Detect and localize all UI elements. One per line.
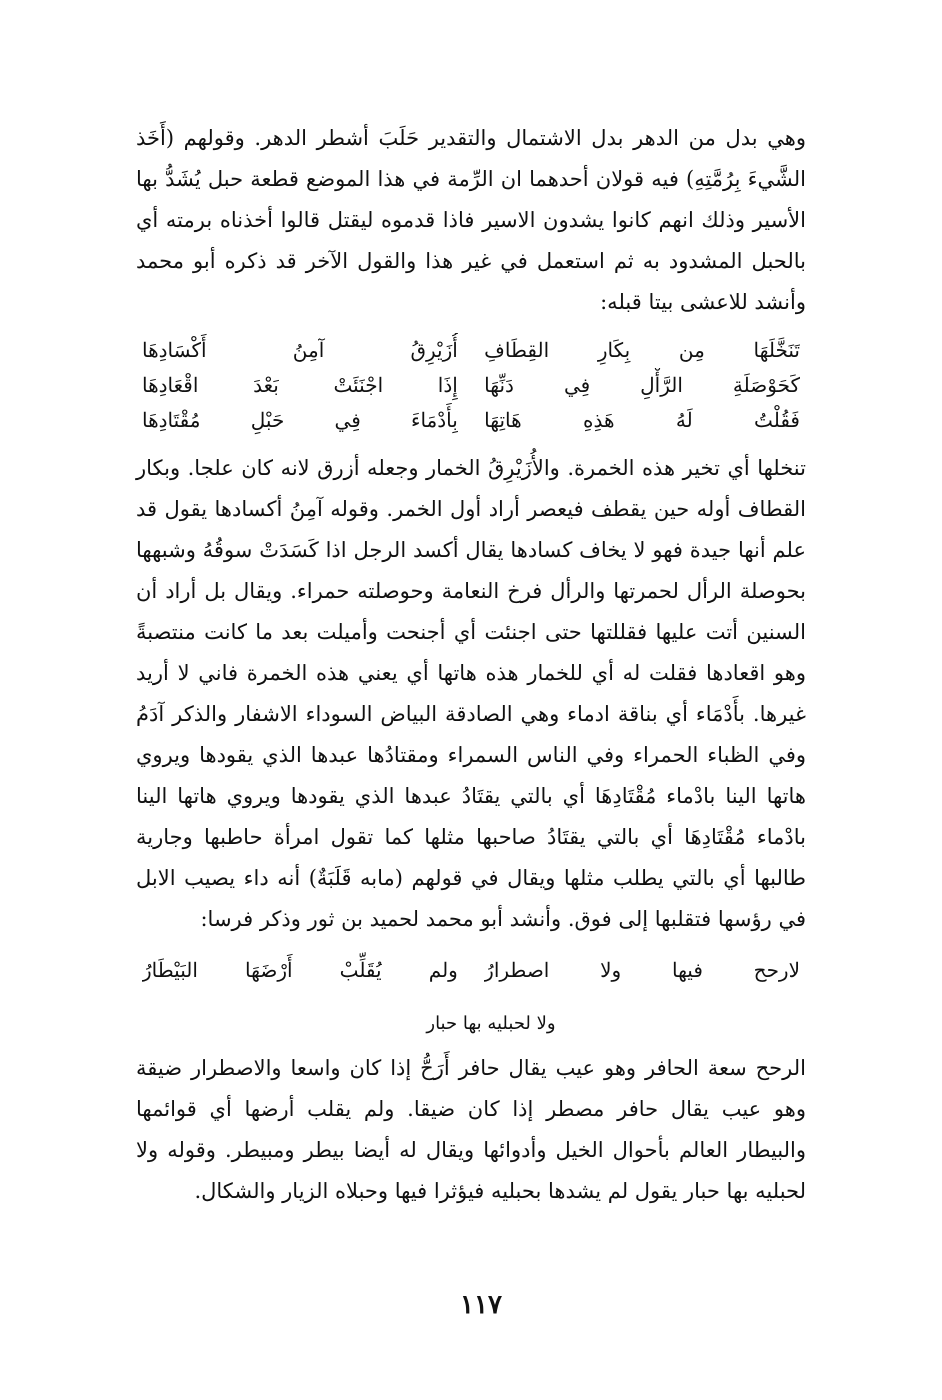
verse-block-1 — [136, 333, 806, 438]
verse-second-hemistich: أُزَيْرِقُ آمِنُ أَكْسَادِهَا — [142, 338, 458, 362]
verse-second-hemistich: ولم يُقَلِّبْ أَرْضَهَا البَيْطَارُ — [142, 958, 458, 982]
verse-line-1 — [142, 333, 800, 368]
verse-block-2 — [136, 948, 806, 992]
verse-first-hemistich: لارحح فيها ولا اصطرارُ — [484, 958, 800, 982]
verse-second-hemistich: إِذَا اجْنَئَتْ بَعْدَ اقْعَادِهَا — [142, 373, 458, 397]
verse-first-hemistich: تَنَخَّلَهَا مِن بِكَارِ القِطَافِ — [484, 338, 800, 362]
verse-continuation-line: ولا لحبليه بها حبار — [426, 1013, 556, 1034]
book-page — [136, 118, 806, 1212]
verse-line-3 — [142, 403, 800, 438]
verse-first-hemistich: فَقُلْتُ لَهُ هَذِهِ هَاتِهَا — [484, 408, 800, 432]
verse-line-2 — [142, 368, 800, 403]
verse-line-1 — [142, 948, 800, 992]
paragraph-1: وهي بدل من الدهر بدل الاشتمال والتقدير حَلَبَ أشطر الدهر. وقولهم (أَخَذ الشَّيءَ بِرُمَّتِهِ) فيه قولان أحدهما ان الرِّمة في هذا الموضع قطعة حبل يُشَدُّ بها الأسير وذلك انهم كانوا يشدون الاسير فاذا قدموه ليقتل قالوا أخذناه برمته أي بالحبل المشدود به ثم استعمل في غير هذا والقول الآخر قد ذكره أبو محمد وأنشد للاعشى بيتا قبله: — [136, 126, 806, 314]
verse-second-hemistich: بِأَدْمَاءَ فِي حَبْلِ مُقْتَادِهَا — [142, 408, 458, 432]
page-number: ١١٧ — [460, 1290, 502, 1320]
paragraph-2: تنخلها أي تخير هذه الخمرة. والأُزَيْرِقُ الخمار وجعله أزرق لانه كان علجا. وبكار القطاف أوله حين يقطف فيعصر أراد أول الخمر. وقوله آمِنُ أكسادها يقول قد علم أنها جيدة فهو لا يخاف كسادها يقال أكسد الرجل اذا كَسَدَتْ سوقُهُ وشبهها بحوصلة الرأل لحمرتها والرأل فرخ النعامة وحوصلته حمراء. ويقال بل أراد أن السنين أتت عليها فقللتها حتى اجنئت أي أجنحت وأميلت بعد ما كانت منتصبةً وهو اقعادها فقلت له أي للخمار هذه هاتها أي يعني هذه الخمرة فاني لا أريد غيرها. بأَدْمَاء أي بناقة ادماء وهي الصادقة البياض السوداء الاشفار والذكر آدَمُ وفي الظباء الحمراء وفي الناس السمراء ومقتادُها عبدها الذي يقودها ويروي هاتها الينا بادْماء مُقْتَادِهَا أي بالتي يقتَادُ عبدها الذي يقودها ويروي هاتها الينا بادْماء مُقْتَادِهَا أي بالتي يقتَادُ صاحبها مثلها كما تقول امرأة حاطبها وجارية طالبها أي بالتي يطلب مثلها ويقال في قولهم (مابه قَلَبَةٌ) أنه داء يصيب الابل في رؤسها فتقلبها إلى فوق. وأنشد أبو محمد لحميد بن ثور وذكر فرسا: — [136, 456, 806, 931]
paragraph-3: الرحح سعة الحافر وهو عيب يقال حافر أَرَحُّ إذا كان واسعا والاصطرار ضيقة وهو عيب يقال حافر مصطر إذا كان ضيقا. ولم يقلب أرضها أي قوائمها والبيطار العالم بأحوال الخيل وأدوائها ويقال له أيضا بيطر ومبيطر. وقوله ولا لحبليه بها حبار يقول لم يشدها بحبليه فيؤثرا فيها وحبلاه الزيار والشكال. — [136, 1056, 806, 1203]
verse-first-hemistich: كَحَوْصَلَةِ الرَّأْلِ فِي دَنِّهَا — [484, 373, 800, 397]
